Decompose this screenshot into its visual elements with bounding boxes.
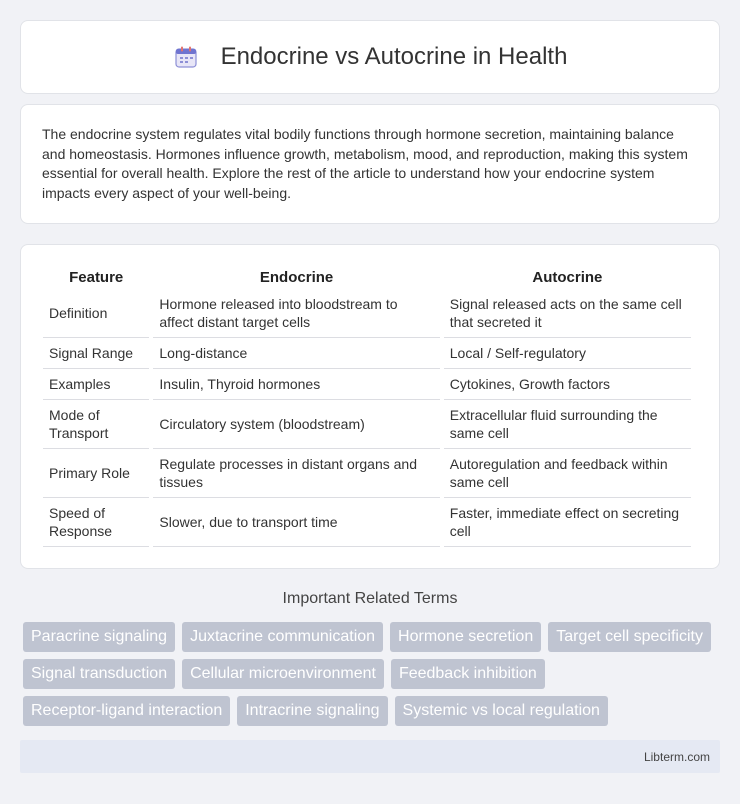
tag-intracrine-signaling[interactable]: Intracrine signaling (237, 696, 387, 726)
table-cell: Cytokines, Growth factors (444, 369, 691, 400)
table-cell: Long-distance (153, 338, 439, 369)
table-cell: Speed of Response (43, 498, 149, 547)
table-cell: Regulate processes in distant organs and tissues (153, 449, 439, 498)
tag-signal-transduction[interactable]: Signal transduction (23, 659, 175, 689)
tag-feedback-inhibition[interactable]: Feedback inhibition (391, 659, 545, 689)
table-cell: Insulin, Thyroid hormones (153, 369, 439, 400)
tag-target-cell-specificity[interactable]: Target cell specificity (548, 622, 711, 652)
table-cell: Definition (43, 289, 149, 338)
tag-paracrine-signaling[interactable]: Paracrine signaling (23, 622, 175, 652)
tag-row (23, 659, 723, 689)
table-cell: Examples (43, 369, 149, 400)
table-row (43, 449, 691, 498)
table-row (43, 338, 691, 369)
table-cell: Mode of Transport (43, 400, 149, 449)
footer-site-link[interactable]: Libterm.com (643, 750, 710, 764)
table-row (43, 369, 691, 400)
intro-paragraph: The endocrine system regulates vital bodily functions through hormone secretion, maintaining balance and homeostasis. Hormones influence growth, metabolism, mood, and reproduction, making this system essential for overall health. Explore the rest of the article to understand how your endocrine system impacts every aspect of your well-being. (42, 126, 688, 201)
tag-hormone-secretion[interactable]: Hormone secretion (390, 622, 541, 652)
tag-cellular-microenvironment[interactable]: Cellular microenvironment (182, 659, 384, 689)
related-terms-list (23, 622, 723, 733)
comparison-table (39, 265, 695, 547)
intro-card (20, 104, 720, 224)
tag-row (23, 696, 723, 726)
table-cell: Autoregulation and feedback within same cell (444, 449, 691, 498)
table-cell: Extracellular fluid surrounding the same cell (444, 400, 691, 449)
comparison-table-card (20, 244, 720, 569)
table-cell: Faster, immediate effect on secreting cell (444, 498, 691, 547)
tag-juxtacrine-communication[interactable]: Juxtacrine communication (182, 622, 383, 652)
column-header-feature: Feature (69, 269, 124, 286)
page-title: Endocrine vs Autocrine in Health (220, 43, 568, 70)
footer (20, 740, 720, 773)
column-header-autocrine: Autocrine (532, 269, 603, 286)
related-terms-title: Important Related Terms (282, 590, 458, 607)
table-cell: Signal Range (43, 338, 149, 369)
tag-row (23, 622, 723, 652)
tag-receptor-ligand-interaction[interactable]: Receptor-ligand interaction (23, 696, 230, 726)
table-row (43, 289, 691, 338)
table-row (43, 400, 691, 449)
table-cell: Signal released acts on the same cell that secreted it (444, 289, 691, 338)
column-header-endocrine: Endocrine (259, 269, 334, 286)
header-card (20, 20, 720, 94)
table-row (43, 498, 691, 547)
calendar-icon (173, 44, 199, 70)
table-cell: Hormone released into bloodstream to affect distant target cells (153, 289, 439, 338)
table-cell: Slower, due to transport time (153, 498, 439, 547)
tag-systemic-vs-local-regulation[interactable]: Systemic vs local regulation (395, 696, 608, 726)
table-cell: Circulatory system (bloodstream) (153, 400, 439, 449)
table-cell: Local / Self-regulatory (444, 338, 691, 369)
table-cell: Primary Role (43, 449, 149, 498)
